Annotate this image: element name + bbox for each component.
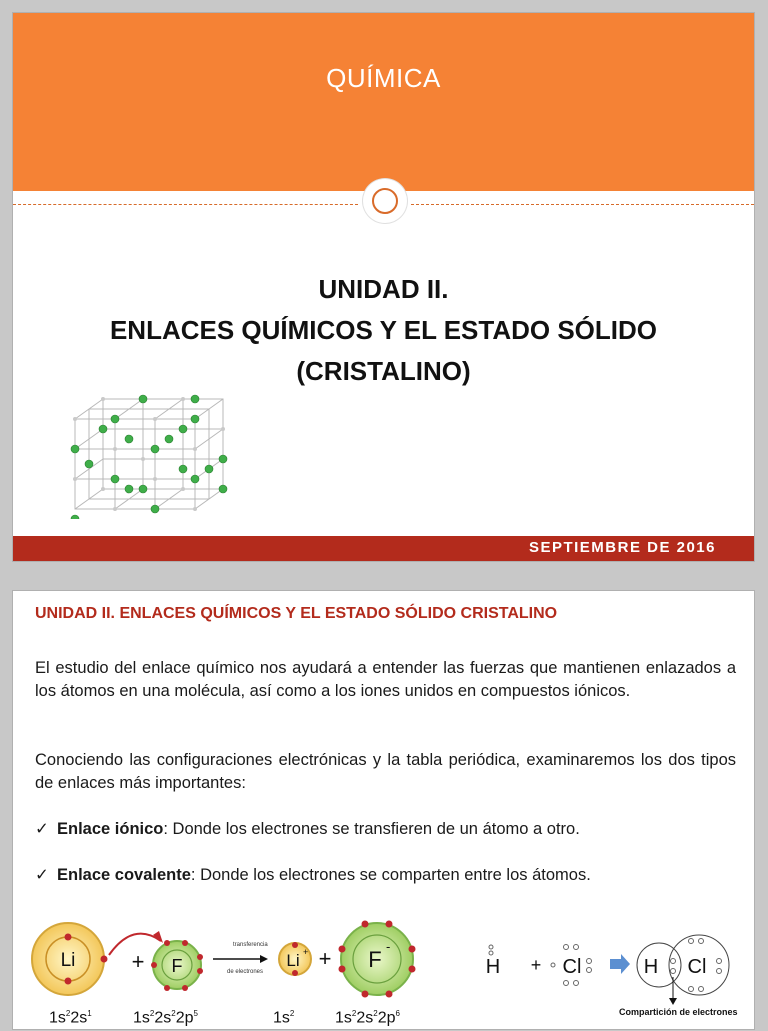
config-f-ion: $1s^22s^22p^6$ — [335, 1009, 400, 1027]
f-ion-charge: - — [386, 939, 391, 954]
divider-right — [411, 204, 754, 205]
li-symbol: Li — [60, 950, 76, 971]
presentation-date: SEPTIEMBRE DE 2016 — [528, 539, 716, 556]
bullet-covalent-term: Enlace covalente — [57, 866, 191, 884]
f-symbol: F — [171, 956, 183, 976]
plus-sign-2: + — [318, 946, 332, 971]
heading-line-3: (CRISTALINO) — [296, 356, 471, 386]
config-li-ion: $1s^2$ — [273, 1009, 295, 1027]
ring-ornament-icon — [363, 179, 407, 223]
li-ion-symbol: Li — [286, 951, 300, 970]
content-title: UNIDAD II. ENLACES QUÍMICOS Y EL ESTADO SÓLIDO CRISTALINO — [35, 605, 558, 622]
arrow-right-icon — [610, 954, 630, 974]
types-paragraph: Conociendo las configuraciones electrónicas y la tabla periódica, examinaremos los dos tipos de enlaces más importantes: — [35, 751, 736, 792]
unit-heading — [13, 269, 754, 392]
divider-left — [13, 204, 358, 205]
f-ion-symbol: F — [368, 947, 382, 972]
date-bar — [13, 536, 754, 561]
check-icon: ✓ — [35, 820, 49, 838]
title-banner — [13, 13, 754, 191]
sharing-label: Compartición de electrones — [619, 1007, 738, 1017]
title-slide — [12, 12, 755, 562]
heading-line-1: UNIDAD II. — [318, 274, 449, 304]
check-icon: ✓ — [35, 866, 49, 884]
slide-title: QUÍMICA — [326, 63, 441, 93]
bullet-ionic-term: Enlace iónico — [57, 820, 164, 838]
config-li: $1s^22s^1$ — [49, 1009, 92, 1027]
bullet-covalent-text: : Donde los electrones se comparten entre los átomos. — [190, 866, 591, 884]
cl-symbol: Cl — [562, 956, 582, 978]
plus-sign: + — [131, 949, 145, 974]
plus-sign-3: + — [530, 955, 542, 975]
h-bonded-symbol: H — [643, 956, 659, 978]
config-f: $1s^22s^22p^5$ — [133, 1009, 198, 1027]
intro-paragraph: El estudio del enlace químico nos ayudará a entender las fuerzas que mantienen enlazados a los átomos en una molécula, así como a los iones unidos en compuestos iónicos. — [35, 659, 736, 700]
bullet-ionic-text: : Donde los electrones se transfieren de un átomo a otro. — [163, 820, 580, 838]
content-slide — [12, 590, 755, 1030]
bullet-covalent — [35, 865, 591, 885]
transfer-label-2: de electrones — [227, 969, 264, 975]
crystal-lattice-image — [63, 391, 233, 519]
transfer-label-1: transferencia — [233, 942, 268, 948]
bullet-ionic — [35, 819, 580, 839]
li-ion-charge: + — [303, 947, 309, 957]
heading-line-2: ENLACES QUÍMICOS Y EL ESTADO SÓLIDO — [109, 315, 658, 345]
h-symbol: H — [485, 956, 501, 978]
cl-bonded-symbol: Cl — [687, 956, 707, 978]
